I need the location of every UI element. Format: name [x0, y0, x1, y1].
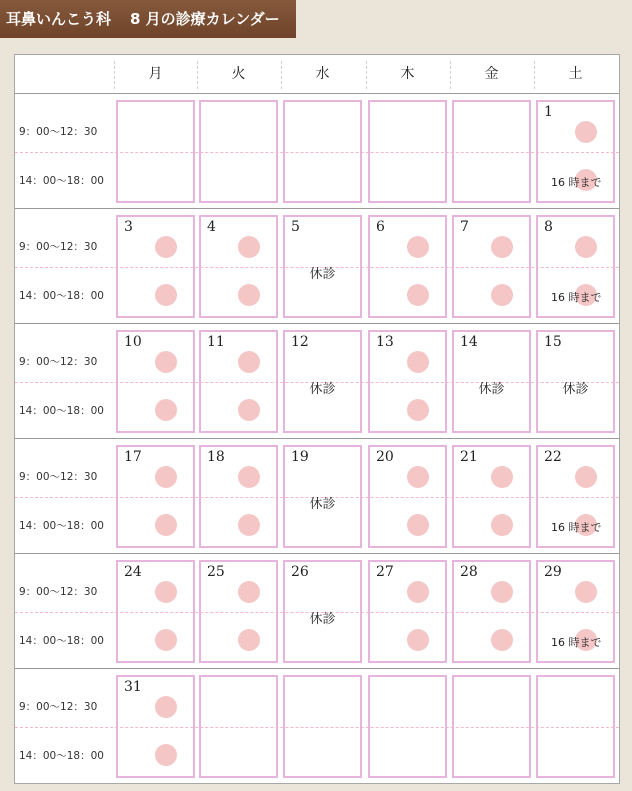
afternoon-open-dot — [155, 629, 177, 651]
morning-open-dot — [491, 236, 513, 258]
closed-label: 休診 — [478, 382, 505, 397]
until-16-note: 16 時まで — [551, 521, 602, 534]
day-number: 12 — [291, 334, 309, 350]
afternoon-open-dot — [407, 284, 429, 306]
afternoon-open-dot — [491, 514, 513, 536]
week-divider — [15, 553, 619, 554]
afternoon-hours: 14：00～18：00 — [19, 405, 104, 417]
day-number: 24 — [124, 564, 142, 580]
morning-open-dot — [238, 351, 260, 373]
weekday-separator — [366, 61, 367, 89]
morning-open-dot — [407, 351, 429, 373]
day-number: 15 — [544, 334, 562, 350]
day-number: 27 — [376, 564, 394, 580]
day-number: 5 — [291, 219, 300, 235]
calendar-day-cell — [452, 675, 531, 778]
morning-open-dot — [155, 236, 177, 258]
morning-open-dot — [155, 466, 177, 488]
day-number: 11 — [207, 334, 225, 350]
morning-open-dot — [491, 581, 513, 603]
day-number: 1 — [544, 104, 553, 120]
morning-open-dot — [575, 581, 597, 603]
closed-label: 休診 — [309, 497, 336, 512]
afternoon-hours: 14：00～18：00 — [19, 290, 104, 302]
calendar-day-cell — [199, 675, 278, 778]
afternoon-hours: 14：00～18：00 — [19, 750, 104, 762]
afternoon-open-dot — [238, 514, 260, 536]
morning-hours: 9：00～12：30 — [19, 356, 98, 368]
day-number: 26 — [291, 564, 309, 580]
weekday-separator — [281, 61, 282, 89]
afternoon-hours: 14：00～18：00 — [19, 175, 104, 187]
day-number: 14 — [460, 334, 478, 350]
weekday-header: 月 — [148, 66, 163, 82]
week-divider — [15, 93, 619, 94]
afternoon-open-dot — [238, 399, 260, 421]
day-number: 28 — [460, 564, 478, 580]
morning-open-dot — [407, 581, 429, 603]
day-number: 21 — [460, 449, 478, 465]
until-16-note: 16 時まで — [551, 176, 602, 189]
closed-label: 休診 — [309, 382, 336, 397]
until-16-note: 16 時まで — [551, 636, 602, 649]
calendar-day-cell — [536, 675, 615, 778]
week-divider — [15, 323, 619, 324]
afternoon-open-dot — [238, 629, 260, 651]
afternoon-open-dot — [407, 399, 429, 421]
week-divider — [15, 438, 619, 439]
day-number: 17 — [124, 449, 142, 465]
closed-label: 休診 — [309, 612, 336, 627]
morning-open-dot — [407, 466, 429, 488]
afternoon-open-dot — [407, 629, 429, 651]
afternoon-open-dot — [155, 514, 177, 536]
closed-label: 休診 — [309, 267, 336, 282]
calendar-day-cell — [452, 100, 531, 203]
day-number: 8 — [544, 219, 553, 235]
day-number: 31 — [124, 679, 142, 695]
page-header — [0, 0, 296, 38]
calendar-day-cell — [199, 100, 278, 203]
morning-hours: 9：00～12：30 — [19, 471, 98, 483]
morning-hours: 9：00～12：30 — [19, 126, 98, 138]
day-number: 13 — [376, 334, 394, 350]
weekday-separator — [534, 61, 535, 89]
morning-open-dot — [155, 696, 177, 718]
morning-open-dot — [575, 121, 597, 143]
weekday-header: 土 — [568, 66, 583, 82]
afternoon-open-dot — [238, 284, 260, 306]
day-number: 6 — [376, 219, 385, 235]
afternoon-open-dot — [155, 284, 177, 306]
day-number: 18 — [207, 449, 225, 465]
morning-open-dot — [238, 581, 260, 603]
day-number: 4 — [207, 219, 216, 235]
day-number: 3 — [124, 219, 133, 235]
weekday-separator — [450, 61, 451, 89]
morning-open-dot — [407, 236, 429, 258]
morning-hours: 9：00～12：30 — [19, 586, 98, 598]
afternoon-open-dot — [155, 744, 177, 766]
weekday-header: 水 — [315, 66, 330, 82]
morning-open-dot — [238, 466, 260, 488]
day-number: 20 — [376, 449, 394, 465]
afternoon-open-dot — [491, 629, 513, 651]
morning-open-dot — [238, 236, 260, 258]
day-number: 22 — [544, 449, 562, 465]
afternoon-hours: 14：00～18：00 — [19, 520, 104, 532]
calendar-day-cell — [283, 675, 362, 778]
weekday-separator — [197, 61, 198, 89]
weekday-header: 金 — [484, 66, 499, 82]
calendar-day-cell — [116, 100, 195, 203]
morning-hours: 9：00～12：30 — [19, 701, 98, 713]
week-divider — [15, 668, 619, 669]
day-number: 7 — [460, 219, 469, 235]
afternoon-hours: 14：00～18：00 — [19, 635, 104, 647]
calendar-title: 8 月の診療カレンダー — [130, 10, 280, 28]
calendar-day-cell — [368, 100, 447, 203]
day-number: 10 — [124, 334, 142, 350]
morning-open-dot — [155, 351, 177, 373]
weekday-separator — [114, 61, 115, 89]
calendar-panel — [14, 54, 620, 784]
until-16-note: 16 時まで — [551, 291, 602, 304]
day-number: 29 — [544, 564, 562, 580]
morning-open-dot — [491, 466, 513, 488]
calendar-day-cell — [283, 100, 362, 203]
clinic-name: 耳鼻いんこう科 — [6, 10, 112, 28]
afternoon-open-dot — [407, 514, 429, 536]
day-number: 19 — [291, 449, 309, 465]
day-number: 25 — [207, 564, 225, 580]
morning-hours: 9：00～12：30 — [19, 241, 98, 253]
afternoon-open-dot — [491, 284, 513, 306]
calendar-day-cell — [368, 675, 447, 778]
closed-label: 休診 — [562, 382, 589, 397]
week-divider — [15, 208, 619, 209]
weekday-header: 火 — [231, 66, 246, 82]
morning-open-dot — [575, 466, 597, 488]
afternoon-open-dot — [155, 399, 177, 421]
morning-open-dot — [575, 236, 597, 258]
morning-open-dot — [155, 581, 177, 603]
weekday-header: 木 — [400, 66, 415, 82]
